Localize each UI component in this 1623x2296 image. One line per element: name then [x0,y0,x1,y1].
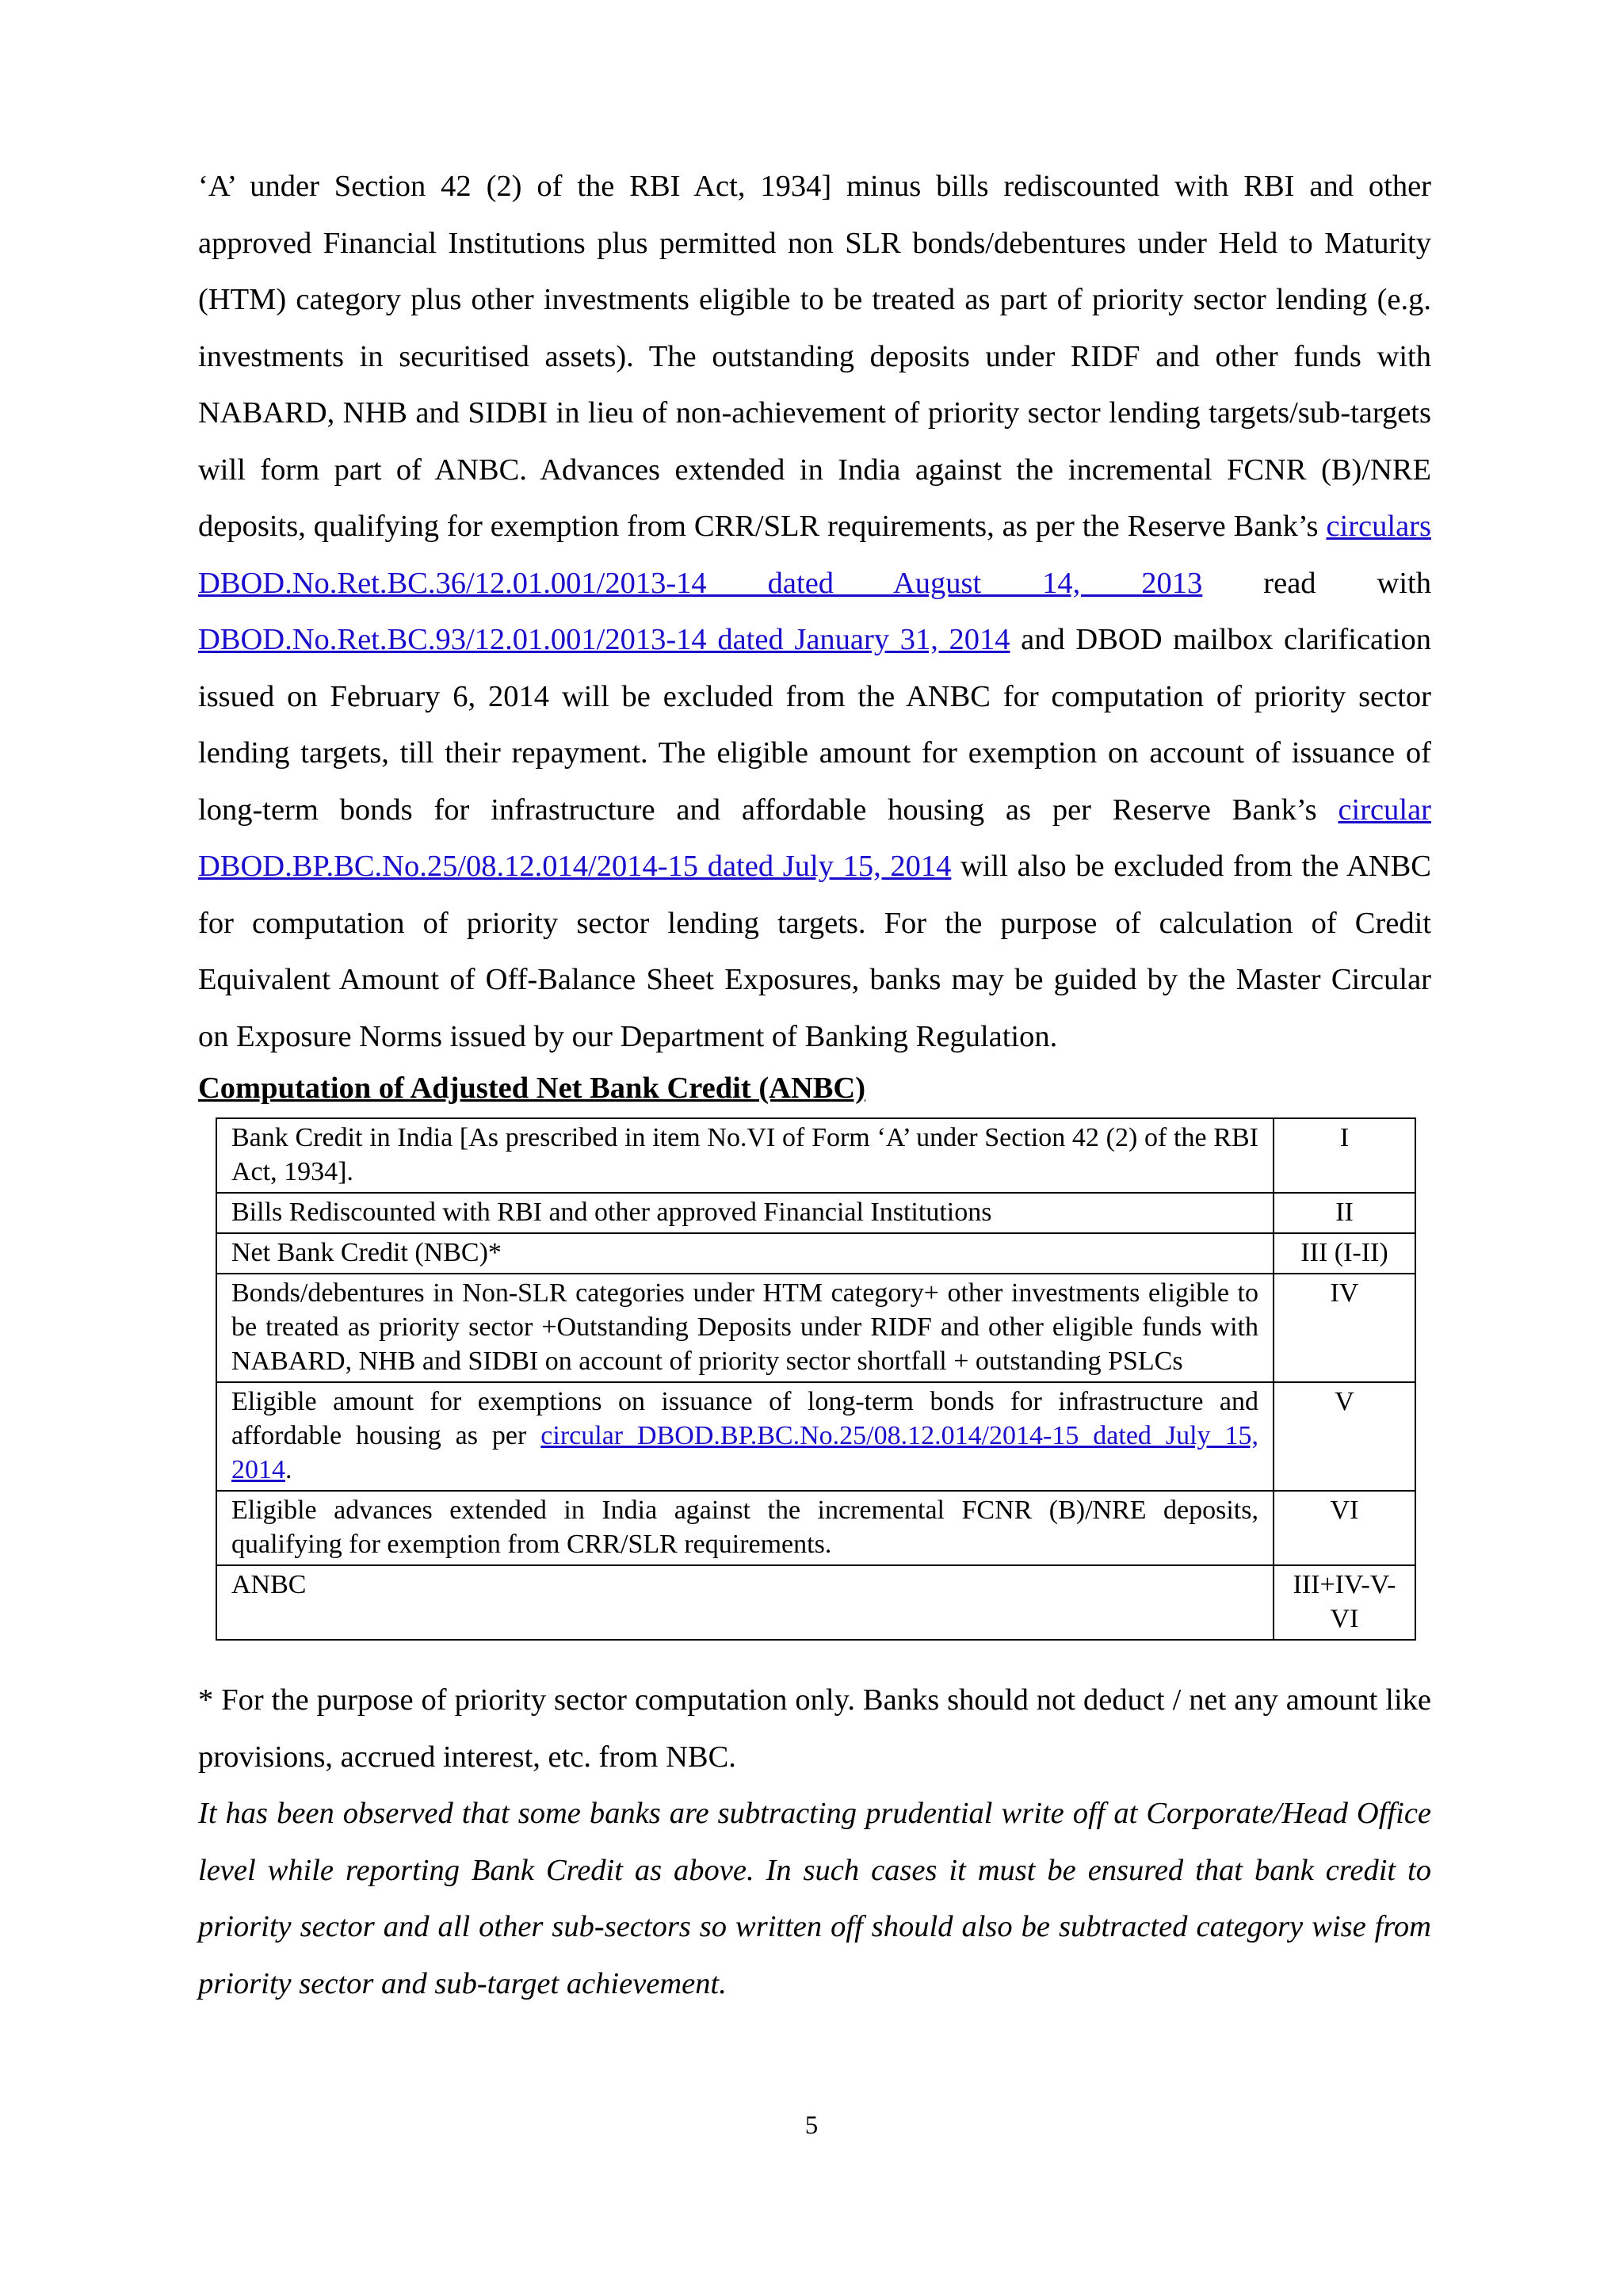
row-description-text: Eligible amount for exemptions on issuance of long-term bonds for infrastructure and affordable housing as per [231,1387,1258,1450]
circular-link-dbod-bp-25[interactable]: circular DBOD.BP.BC.No.25/08.12.014/2014-15 dated July 15, 2014 [198,793,1431,883]
anbc-computation-table [216,1117,1416,1641]
row-description: Net Bank Credit (NBC)* [216,1233,1274,1274]
footnote: * For the purpose of priority sector computation only. Banks should not deduct / net any amount like provisions, accrued interest, etc. from NBC. [198,1683,1431,1774]
row-description: Bank Credit in India [As prescribed in item No.VI of Form ‘A’ under Section 42 (2) of the RBI Act, 1934]. [216,1118,1274,1193]
row-code: III+IV-V-VI [1274,1565,1415,1640]
row-code: V [1274,1382,1415,1491]
row-code: IV [1274,1274,1415,1382]
table-row [216,1193,1415,1233]
circular-link-dbod-bp-25[interactable]: circular DBOD.BP.BC.No.25/08.12.014/2014-15 dated July 15, 2014 [231,1421,1258,1484]
row-code: I [1274,1118,1415,1193]
table-row [216,1118,1415,1193]
table-row [216,1233,1415,1274]
row-description [216,1382,1274,1491]
page-number: 5 [804,2111,819,2140]
table-row [216,1491,1415,1565]
row-description: Eligible advances extended in India against the incremental FCNR (B)/NRE deposits, qualifying for exemption from CRR/SLR requirements. [216,1491,1274,1565]
document-page [198,159,1431,2012]
paragraph-text: ‘A’ under Section 42 (2) of the RBI Act, 1934] minus bills rediscounted with RBI and other approved Financial Institutions plus permitted non SLR bonds/debentures under Held to Maturity (HTM) category plus other investments eligible to be treated as part of priority sector lending (e.g. investments in securitised assets). The outstanding deposits under RIDF and other funds with NABARD, NHB and SIDBI in lieu of non-achievement of priority sector lending targets/sub-targets will form part of ANBC. Advances extended in India against the incremental FCNR (B)/NRE deposits, qualifying for exemption from CRR/SLR requirements, as per the Reserve Bank’s [198,170,1431,543]
table-row [216,1382,1415,1491]
body-paragraph [198,159,1431,1065]
row-description: ANBC [216,1565,1274,1640]
row-description: Bonds/debentures in Non-SLR categories under HTM category+ other investments eligible to be treated as priority sector +Outstanding Deposits under RIDF and other eligible funds with NABARD, NHB and SIDBI on account of priority sector shortfall + outstanding PSLCs [216,1274,1274,1382]
italic-note: It has been observed that some banks are subtracting prudential write off at Corporate/Head Office level while reporting Bank Credit as above. In such cases it must be ensured that bank credit to priority sector and all other sub-sectors so written off should also be subtracted category wise from priority sector and sub-target achievement. [198,1797,1431,2000]
row-code: VI [1274,1491,1415,1565]
row-description-text: . [285,1455,292,1484]
paragraph-text: will also be excluded from the ANBC for computation of priority sector lending targets. For the purpose of calculation of Credit Equivalent Amount of Off-Balance Sheet Exposures, banks may be guided by the Master Circular on Exposure Norms issued by our Department of Banking Regulation. [198,850,1431,1053]
row-code: III (I-II) [1274,1233,1415,1274]
paragraph-text: and DBOD mailbox clarification issued on February 6, 2014 will be excluded from the ANBC for computation of priority sector lending targets, till their repayment. The eligible amount for exemption on account of issuance of long-term bonds for infrastructure and affordable housing as per Reserve Bank’s [198,623,1431,827]
paragraph-text: read with [1202,566,1431,600]
row-description: Bills Rediscounted with RBI and other approved Financial Institutions [216,1193,1274,1233]
row-code: II [1274,1193,1415,1233]
table-row [216,1565,1415,1640]
section-heading: Computation of Adjusted Net Bank Credit (ANBC) [198,1072,866,1105]
table-row [216,1274,1415,1382]
circular-link-dbod-93[interactable]: DBOD.No.Ret.BC.93/12.01.001/2013-14 dated January 31, 2014 [198,623,1010,656]
circular-link-dbod-36[interactable]: circulars DBOD.No.Ret.BC.36/12.01.001/2013-14 dated August 14, 2013 [198,510,1431,600]
